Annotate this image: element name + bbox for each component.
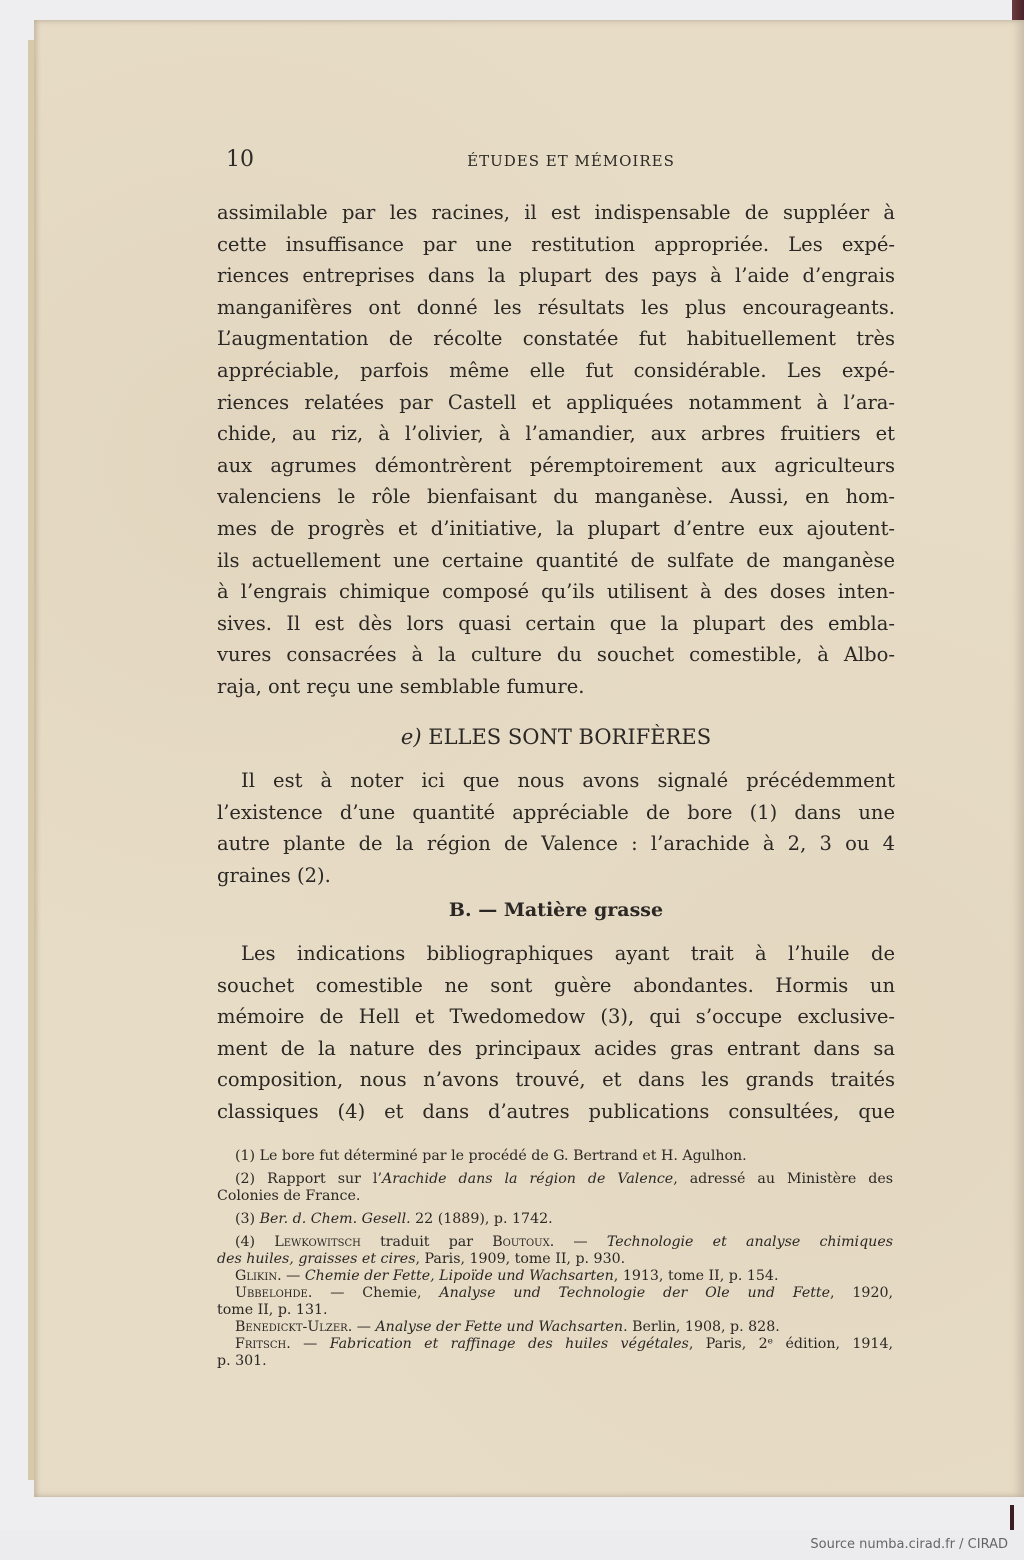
footnote-text: . — <box>347 1319 376 1335</box>
footnote-author: Benedickt-Ulzer <box>235 1319 348 1335</box>
footnote-title: Analyse und Technologie der Ole und Fette <box>439 1285 831 1301</box>
footnote-text: (3) <box>235 1211 260 1227</box>
footnote-title: Analyse der Fette und Wachsarten <box>375 1319 624 1335</box>
footnote-line: Colonies de France. <box>217 1188 361 1204</box>
footnote-text: (1) Le bore fut déterminé par le procédé de G. Bertrand et H. Agulhon. <box>235 1148 747 1164</box>
text-line: assimilable par les racines, il est indispensable de suppléer à <box>217 201 895 224</box>
text-line: mes de progrès et d’initiative, la plupart d’entre eux ajoutent- <box>217 516 895 540</box>
section-heading-b: B. — Matière grasse <box>448 899 664 921</box>
text-line: manganifères ont donné les résultats les plus encourageants. <box>217 295 895 319</box>
text-line: l’existence d’une quantité appréciable de bore (1) dans une <box>217 800 895 824</box>
footnote-text: . Berlin, 1908, p. 828. <box>623 1319 780 1335</box>
footnote-text: . — Chemie, <box>307 1285 440 1301</box>
footnote-line <box>217 1319 893 1336</box>
footnote-text: , 1920, <box>830 1285 893 1301</box>
footnote-4 <box>217 1234 893 1370</box>
footnotes <box>217 1148 893 1370</box>
text-line: Il est à noter ici que nous avons signalé précédemment <box>241 769 895 792</box>
footnote-2 <box>217 1171 893 1205</box>
text-line: sives. Il est dès lors quasi certain que la plupart des embla- <box>217 611 895 635</box>
footnote-text: (2) Rapport sur l’ <box>235 1171 382 1187</box>
footnote-author: Fritsch <box>235 1336 287 1352</box>
footnote-number: (4) <box>235 1234 275 1250</box>
section-label: e) <box>400 725 422 749</box>
text-line: ment de la nature des principaux acides gras entrant dans sa <box>217 1036 895 1060</box>
book-binding-edge-bottom <box>1010 1505 1014 1530</box>
source-credit: Source numba.cirad.fr / CIRAD <box>810 1537 1008 1552</box>
text-line: vures consacrées à la culture du souchet comestible, à Albo- <box>217 643 895 667</box>
text-line: riences entreprises dans la plupart des pays à l’aide d’engrais <box>217 264 895 288</box>
footnote-author: Lewkowitsch <box>274 1234 361 1250</box>
footnote-3 <box>217 1211 893 1228</box>
footnote-text: . — <box>549 1234 607 1250</box>
footnote-title: Fabrication et raffinage des huiles végétales <box>329 1336 689 1352</box>
paragraph-3 <box>217 938 895 1128</box>
footnote-text: . — <box>286 1336 330 1352</box>
footnote-text: , Paris, 1909, tome II, p. 930. <box>415 1251 626 1267</box>
paragraph-1 <box>217 197 895 703</box>
text-line: graines (2). <box>217 863 331 887</box>
text-line: mémoire de Hell et Twedomedow (3), qui s’occupe exclusive- <box>217 1005 895 1029</box>
text-line: appréciable, parfois même elle fut considérable. Les expé- <box>217 358 895 382</box>
section-title: ELLES SONT BORIFÈRES <box>428 725 712 749</box>
footnote-text: traduit par <box>360 1234 493 1250</box>
footnote-line: p. 301. <box>217 1353 267 1369</box>
footnote-1 <box>217 1148 893 1165</box>
text-line: cette insuffisance par une restitution appropriée. Les expé- <box>217 232 895 256</box>
footnote-author: Boutoux <box>492 1234 550 1250</box>
text-line: valenciens le rôle bienfaisant du manganèse. Aussi, en hom- <box>217 485 895 509</box>
footnote-line <box>217 1251 893 1268</box>
footnote-line <box>217 1234 893 1251</box>
running-title: ÉTUDES ET MÉMOIRES <box>467 152 675 170</box>
text-line: souchet comestible ne sont guère abondantes. Hormis un <box>217 973 895 997</box>
running-head <box>226 147 896 177</box>
footnote-author: Glikin <box>235 1268 278 1284</box>
paragraph-2 <box>217 765 895 891</box>
text-line: autre plante de la région de Valence : l’arachide à 2, 3 ou 4 <box>217 832 895 856</box>
page-number: 10 <box>226 147 254 172</box>
text-line: ils actuellement une certaine quantité de sulfate de manganèse <box>217 548 895 572</box>
footnote-title: Chemie der Fette, Lipoïde und Wachsarten <box>304 1268 614 1284</box>
footnote-title: Technologie et analyse chimiques <box>606 1234 893 1250</box>
text-line: chide, au riz, à l’olivier, à l’amandier, aux arbres fruitiers et <box>217 422 895 446</box>
text-line: aux agrumes démontrèrent péremptoirement aux agriculteurs <box>217 453 895 477</box>
footnote-line <box>217 1285 893 1302</box>
footnote-title: Arachide dans la région de Valence <box>381 1171 674 1187</box>
footnote-text: , adressé au Ministère des <box>673 1171 893 1187</box>
text-line: classiques (4) et dans d’autres publications consultées, que <box>217 1099 895 1123</box>
footnote-line: tome II, p. 131. <box>217 1302 328 1318</box>
footnote-text: 22 (1889), p. 1742. <box>410 1211 553 1227</box>
footnote-title: Ber. d. Chem. Gesell. <box>259 1211 411 1227</box>
footnote-text: , 1913, tome II, p. 154. <box>613 1268 779 1284</box>
text-line: riences relatées par Castell et appliquées notamment à l’ara- <box>217 390 895 414</box>
footnote-title: des huiles, graisses et cires <box>217 1251 416 1267</box>
text-line: L’augmentation de récolte constatée fut habituellement très <box>217 327 895 351</box>
section-heading-e <box>217 722 895 752</box>
text-line: Les indications bibliographiques ayant trait à l’huile de <box>241 942 895 965</box>
text-line: à l’engrais chimique composé qu’ils utilisent à des doses inten- <box>217 580 895 604</box>
footnote-line <box>217 1268 893 1285</box>
footnote-line <box>217 1336 893 1353</box>
footnote-text: , Paris, 2ᵉ édition, 1914, <box>688 1336 893 1352</box>
text-line: raja, ont reçu une semblable fumure. <box>217 674 585 698</box>
footnote-author: Ubbelohde <box>235 1285 308 1301</box>
footnote-line <box>217 1171 893 1188</box>
text-line: composition, nous n’avons trouvé, et dans les grands traités <box>217 1068 895 1092</box>
footnote-text: . — <box>277 1268 305 1284</box>
footnote-line <box>217 1211 893 1228</box>
